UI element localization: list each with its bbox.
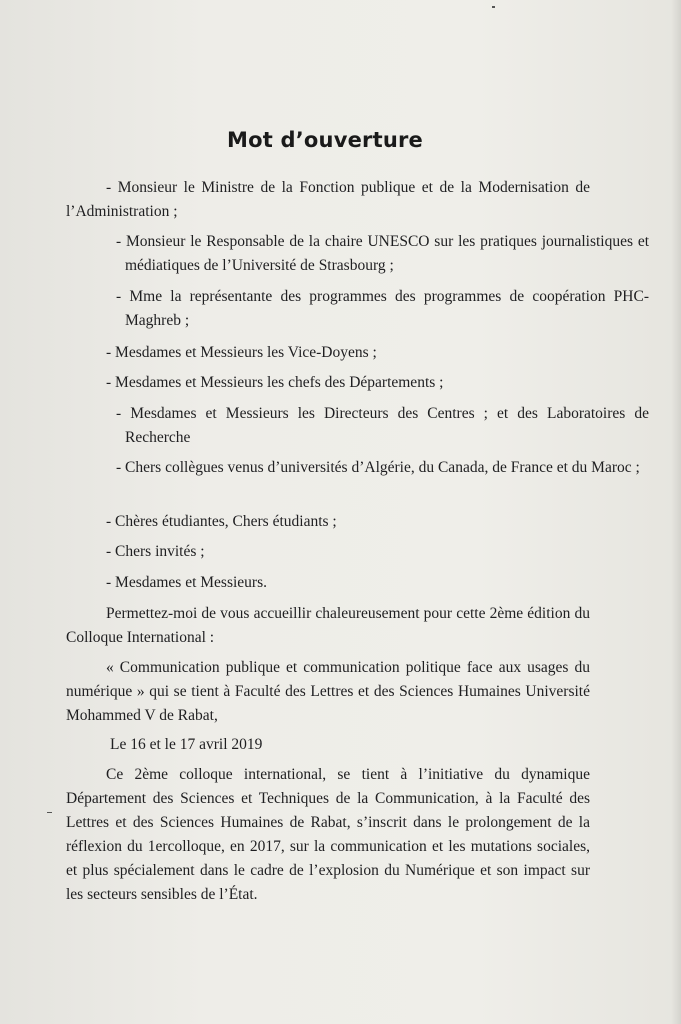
page-title: Mot d’ouverture: [227, 128, 423, 152]
salutation-item: - Chers invités ;: [106, 543, 205, 560]
theme-paragraph: « Communication publique et communication politique face aux usages du numérique » qui se tient à Faculté des Lettres et des Sciences Humaines Université Mohammed V de Rabat,: [66, 659, 590, 724]
salutation-item: - Mesdames et Messieurs les Directeurs des Centres ; et des Laboratoires de Recherche: [116, 405, 649, 446]
salutation-item: - Mme la représentante des programmes des programmes de coopération PHC-Maghreb ;: [116, 288, 649, 329]
salutation-item: - Mesdames et Messieurs les Vice-Doyens ;: [106, 344, 377, 361]
page-speck: [492, 6, 495, 8]
context-paragraph: Ce 2ème colloque international, se tient à l’initiative du dynamique Département des Sciences et Techniques de la Communication, à la Faculté des Lettres et des Sciences Humaines de Rabat, s’inscrit dans le prolongement de la réflexion du 1ercolloque, en 2017, sur la communication et les mutations sociales, et plus spécialement dans le cadre de l’explosion du Numérique et son impact sur les secteurs sensibles de l’État.: [66, 766, 590, 903]
salutation-item: - Monsieur le Ministre de la Fonction publique et de la Modernisation de l’Administration ;: [66, 179, 590, 220]
page-speck: [47, 812, 52, 813]
salutation-item: - Mesdames et Messieurs les chefs des Départements ;: [106, 374, 444, 391]
welcome-paragraph: Permettez-moi de vous accueillir chaleureusement pour cette 2ème édition du Colloque International :: [66, 605, 590, 646]
salutation-item: - Chers collègues venus d’universités d’Algérie, du Canada, de France et du Maroc ;: [116, 459, 640, 476]
salutation-item: - Mesdames et Messieurs.: [106, 574, 267, 591]
date-line: Le 16 et le 17 avril 2019: [110, 736, 263, 753]
page-edge-shadow: [671, 0, 681, 1024]
salutation-item: - Monsieur le Responsable de la chaire UNESCO sur les pratiques journalistiques et médiatiques de l’Université de Strasbourg ;: [116, 233, 649, 274]
salutation-item: - Chères étudiantes, Chers étudiants ;: [106, 513, 337, 530]
